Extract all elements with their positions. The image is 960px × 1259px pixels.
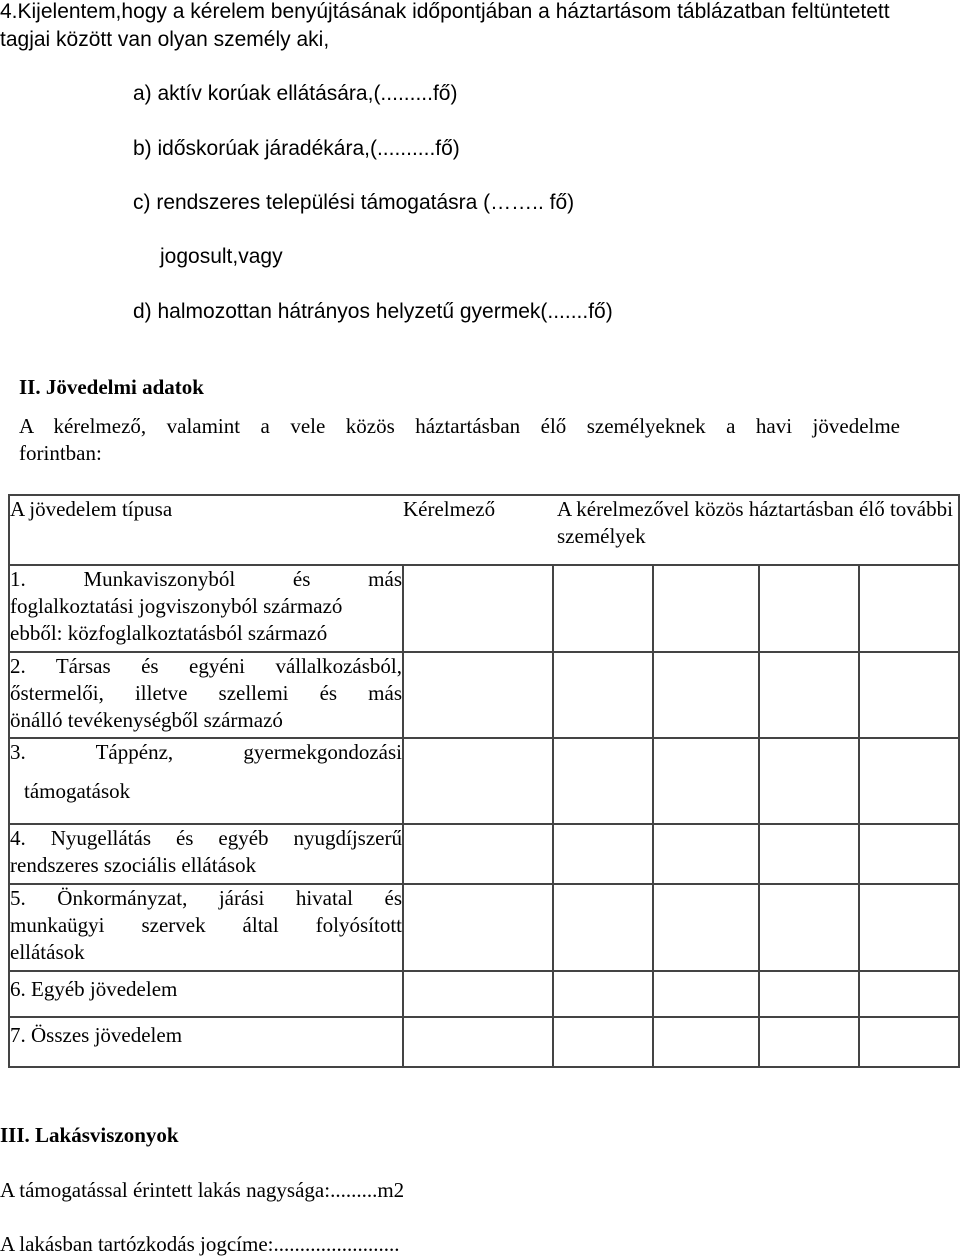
- member-cell[interactable]: [759, 652, 859, 738]
- section-3-heading: III. Lakásviszonyok: [0, 1123, 179, 1147]
- applicant-cell-3[interactable]: [403, 738, 553, 824]
- applicant-cell-2[interactable]: [403, 652, 553, 738]
- income-type-4: 4. Nyugellátás és egyéb nyugdíjszerű rendszeres szociális ellátások: [9, 824, 403, 884]
- dwelling-size-line: A támogatással érintett lakás nagysága:.........m2: [0, 1178, 405, 1202]
- declaration-item-a: a) aktív korúak ellátására,(.........fő): [133, 82, 458, 105]
- member-cell[interactable]: [859, 738, 959, 824]
- member-cell[interactable]: [859, 824, 959, 884]
- income-type-5: 5. Önkormányzat, járási hivatal és munkaügyi szervek által folyósított ellátások: [9, 884, 403, 971]
- applicant-cell-5[interactable]: [403, 884, 553, 971]
- section-2-heading: II. Jövedelmi adatok: [19, 375, 204, 399]
- income-type-7: 7. Összes jövedelem: [9, 1017, 403, 1067]
- member-cell[interactable]: [553, 565, 653, 652]
- member-cell[interactable]: [859, 652, 959, 738]
- header-other-persons: A kérelmezővel közös háztartásban élő további személyek: [553, 495, 959, 565]
- header-income-type: A jövedelem típusa: [9, 495, 403, 565]
- member-cell[interactable]: [653, 738, 759, 824]
- member-cell[interactable]: [553, 971, 653, 1017]
- member-cell[interactable]: [553, 884, 653, 971]
- member-cell[interactable]: [859, 971, 959, 1017]
- member-cell[interactable]: [553, 652, 653, 738]
- declaration-jogosult: jogosult,vagy: [160, 245, 283, 268]
- member-cell[interactable]: [859, 884, 959, 971]
- table-row: [9, 738, 959, 824]
- member-cell[interactable]: [759, 738, 859, 824]
- table-row: [9, 1017, 959, 1067]
- applicant-cell-1[interactable]: [403, 565, 553, 652]
- member-cell[interactable]: [759, 1017, 859, 1067]
- table-row: [9, 884, 959, 971]
- member-cell[interactable]: [653, 971, 759, 1017]
- section-2-intro-line-2: forintban:: [19, 441, 102, 465]
- header-applicant: Kérelmező: [403, 495, 553, 565]
- dwelling-title-line: A lakásban tartózkodás jogcíme:........................: [0, 1232, 400, 1256]
- income-table-header-row: [9, 495, 959, 565]
- table-row: [9, 971, 959, 1017]
- table-row: [9, 824, 959, 884]
- member-cell[interactable]: [653, 884, 759, 971]
- section-2-intro-line-1: A kérelmező, valamint a vele közös háztartásban élő személyeknek a havi jövedelme: [19, 414, 900, 438]
- member-cell[interactable]: [759, 565, 859, 652]
- member-cell[interactable]: [859, 1017, 959, 1067]
- applicant-cell-7[interactable]: [403, 1017, 553, 1067]
- applicant-cell-4[interactable]: [403, 824, 553, 884]
- income-type-2: 2. Társas és egyéni vállalkozásból, őstermelői, illetve szellemi és más önálló tevékenységből származó: [9, 652, 403, 738]
- member-cell[interactable]: [653, 824, 759, 884]
- declaration-item-b: b) időskorúak járadékára,(..........fő): [133, 137, 460, 160]
- applicant-cell-6[interactable]: [403, 971, 553, 1017]
- member-cell[interactable]: [859, 565, 959, 652]
- declaration-item-d: d) halmozottan hátrányos helyzetű gyermek(.......fő): [133, 300, 613, 323]
- income-table: [8, 494, 960, 1068]
- table-row: [9, 565, 959, 652]
- member-cell[interactable]: [653, 565, 759, 652]
- member-cell[interactable]: [653, 1017, 759, 1067]
- income-type-3: 3. Táppénz, gyermekgondozási támogatások: [9, 738, 403, 824]
- member-cell[interactable]: [553, 824, 653, 884]
- income-type-6: 6. Egyéb jövedelem: [9, 971, 403, 1017]
- table-row: [9, 652, 959, 738]
- declaration-line-2: tagjai között van olyan személy aki,: [0, 28, 330, 51]
- member-cell[interactable]: [759, 971, 859, 1017]
- declaration-line-1: 4.Kijelentem,hogy a kérelem benyújtásának időpontjában a háztartásom táblázatban feltüntetett: [0, 0, 890, 23]
- member-cell[interactable]: [553, 1017, 653, 1067]
- income-type-1: 1. Munkaviszonyból és más foglalkoztatási jogviszonyból származó ebből: közfoglalkoztatásból származó: [9, 565, 403, 652]
- member-cell[interactable]: [653, 652, 759, 738]
- member-cell[interactable]: [553, 738, 653, 824]
- member-cell[interactable]: [759, 824, 859, 884]
- declaration-item-c: c) rendszeres települési támogatásra (…….. fő): [133, 191, 575, 214]
- member-cell[interactable]: [759, 884, 859, 971]
